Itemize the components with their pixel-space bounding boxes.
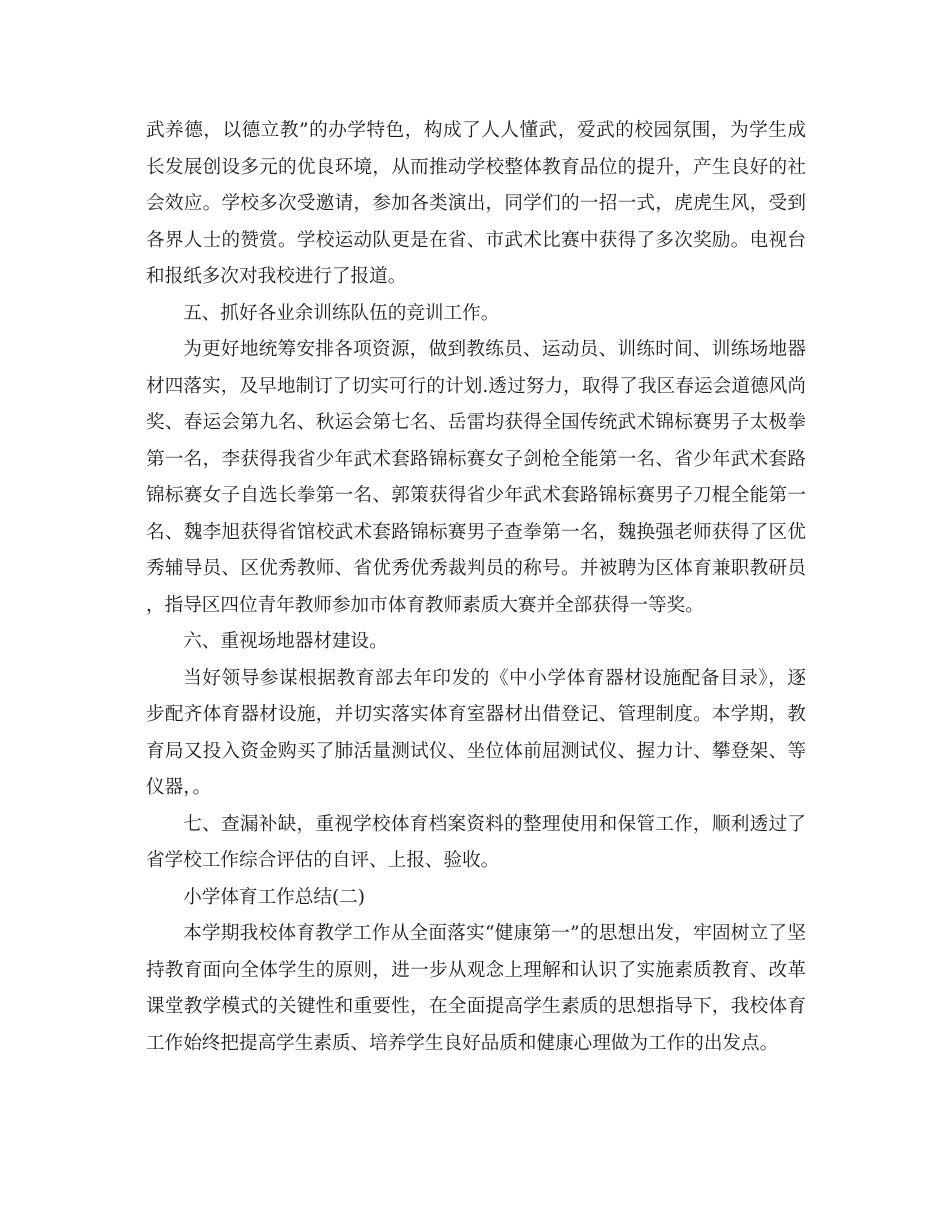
section-heading-seven: 七、查漏补缺，重视学校体育档案资料的整理使用和保管工作，顺利透过了省学校工作综合评估的自评、上报、验收。 (146, 813, 806, 871)
paragraph-continued-text: 武养德，以德立教”的办学特色，构成了人人懂武，爱武的校园氛围，为学生成长发展创设多元的优良环境，从而推动学校整体教育品位的提升，产生良好的社会效应。学校多次受邀请，参加各类演出，同学们的一招一式，虎虎生风，受到各界人士的赞赏。学校运动队更是在省、市武术比赛中获得了多次奖励。电视台和报纸多次对我校进行了报道。 (146, 120, 806, 287)
section-heading-five: 五、抓好各业余训练队伍的竞训工作。 (183, 302, 500, 324)
paragraph-training-results: 为更好地统筹安排各项资源，做到教练员、运动员、训练时间、训练场地器材四落实，及早地制订了切实可行的计划.透过努力，取得了我区春运会道德风尚奖、春运会第九名、秋运会第七名、岳雷均获得全国传统武术锦标赛男子太极拳第一名，李获得我省少年武术套路锦标赛女子剑枪全能第一名、省少年武术套路锦标赛女子自选长拳第一名、郭策获得省少年武术套路锦标赛男子刀棍全能第一名、魏李旭获得省馆校武术套路锦标赛男子查拳第一名，魏换强老师获得了区优秀辅导员、区优秀教师、省优秀优秀裁判员的称号。并被聘为区体育兼职教研员，指导区四位青年教师参加市体育教师素质大赛并全部获得一等奖。 (146, 339, 806, 616)
document-subtitle: 小学体育工作总结(二) (183, 886, 366, 908)
document-body (146, 113, 806, 1062)
section-heading-six: 六、重视场地器材建设。 (183, 631, 388, 652)
paragraph-equipment: 当好领导参谋根据教育部去年印发的《中小学体育器材设施配备目录》，逐步配齐体育器材设施，并切实落实体育室器材出借登记、管理制度。本学期，教育局又投入资金购买了肺活量测试仪、坐位体前屈测试仪、握力计、攀登架、等仪器，。 (146, 667, 806, 798)
paragraph-summary-intro: 本学期我校体育教学工作从全面落实“健康第一”的思想出发，牢固树立了坚持教育面向全体学生的原则，进一步从观念上理解和认识了实施素质教育、改革课堂教学模式的关键性和重要性，在全面提高学生素质的思想指导下，我校体育工作始终把提高学生素质、培养学生良好品质和健康心理做为工作的出发点。 (146, 923, 806, 1054)
